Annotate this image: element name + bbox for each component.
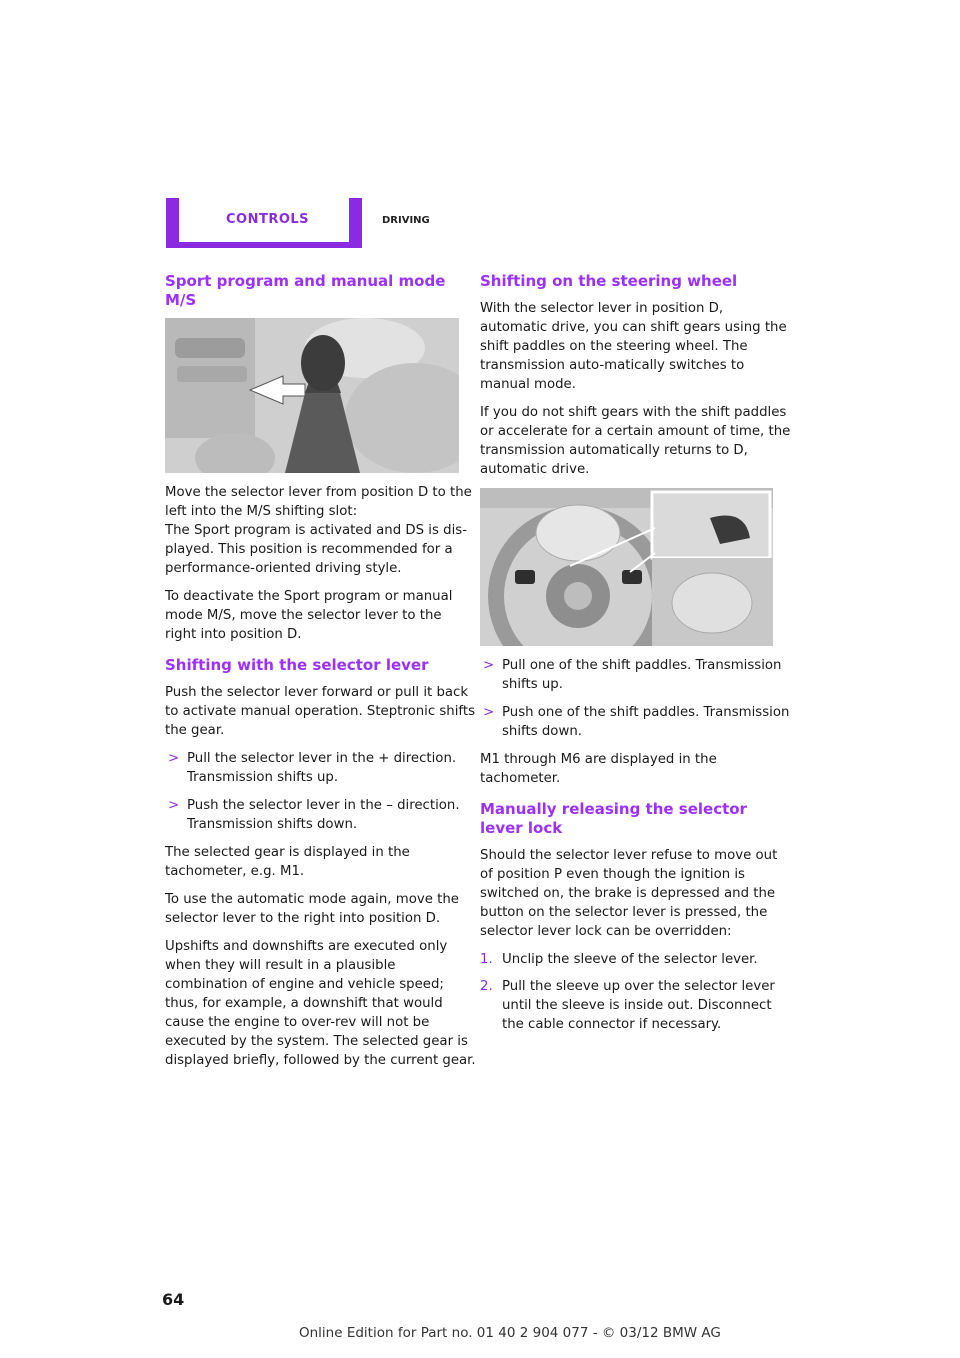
right-column [480,272,792,1042]
steering-wheel-illustration [480,488,773,646]
heading-steering-wheel: Shifting on the steering wheel [480,272,738,290]
list-item: > Push one of the shift paddles. Transmission shifts down. [483,705,790,739]
paragraph: Push the selector lever forward or pull it back to activate manual operation. Steptronic shifts the gear. [165,685,475,738]
paragraph: To use the automatic mode again, move the selector lever to the right into position D. [165,892,459,926]
paragraph: If you do not shift gears with the shift paddles or accelerate for a certain amount of time, the transmission automatically returns to D, automatic drive. [480,405,791,477]
paragraph: To deactivate the Sport program or manual mode M/S, move the selector lever to the right into position D. [165,589,453,642]
step-number: 2. [480,979,493,994]
bullet-arrow-icon: > [168,798,180,813]
heading-sport-program: Sport program and manual mode M/S [165,272,446,309]
step-item: 1. Unclip the sleeve of the selector lever. [480,952,758,967]
section-label: CONTROLS [226,212,310,227]
step-number: 1. [480,952,493,967]
paragraph: Should the selector lever refuse to move out of position P even though the ignition is switched on, the brake is depressed and the button on the selector lever is pressed, the selector lever lock can be overridden: [480,848,778,939]
list-item: > Push the selector lever in the – direction. Transmission shifts down. [168,798,460,832]
bullet-arrow-icon: > [168,751,180,766]
selector-lever-image [165,318,459,473]
heading-lever-lock: Manually releasing the selector lever lock [480,800,747,837]
subsection-label: DRIVING [382,215,430,226]
paragraph: Upshifts and downshifts are executed only when they will result in a plausible combination of engine and vehicle speed; thus, for example, a downshift that would cause the engine to over-rev will not be executed by the system. The selected gear is displayed briefly, followed by the current gear. [165,939,476,1068]
paragraph: Move the selector lever from position D to the left into the M/S shifting slot: [165,485,472,519]
steering-wheel-image [480,488,773,646]
paragraph: The Sport program is activated and DS is dis-played. This position is recommended for a performance-oriented driving style. [165,523,468,576]
step-item: 2. Pull the sleeve up over the selector lever until the sleeve is inside out. Disconnect the cable connector if necessary. [480,979,775,1032]
list-item: > Pull the selector lever in the + direction. Transmission shifts up. [168,751,457,785]
paragraph: M1 through M6 are displayed in the tachometer. [480,752,717,786]
selector-lever-illustration [165,318,459,473]
paragraph: The selected gear is displayed in the tachometer, e.g. M1. [165,845,410,879]
edition-note: Online Edition for Part no. 01 40 2 904 077 - © 03/12 BMW AG [299,1325,721,1341]
paragraph: With the selector lever in position D, automatic drive, you can shift gears using the shift paddles on the steering wheel. The transmission auto-matically switches to manual mode. [480,301,787,392]
bullet-arrow-icon: > [483,658,495,673]
page-number: 64 [162,1290,185,1309]
heading-selector-lever: Shifting with the selector lever [165,656,429,674]
list-item: > Pull one of the shift paddles. Transmission shifts up. [483,658,782,692]
bullet-arrow-icon: > [483,705,495,720]
left-column [165,272,477,1079]
